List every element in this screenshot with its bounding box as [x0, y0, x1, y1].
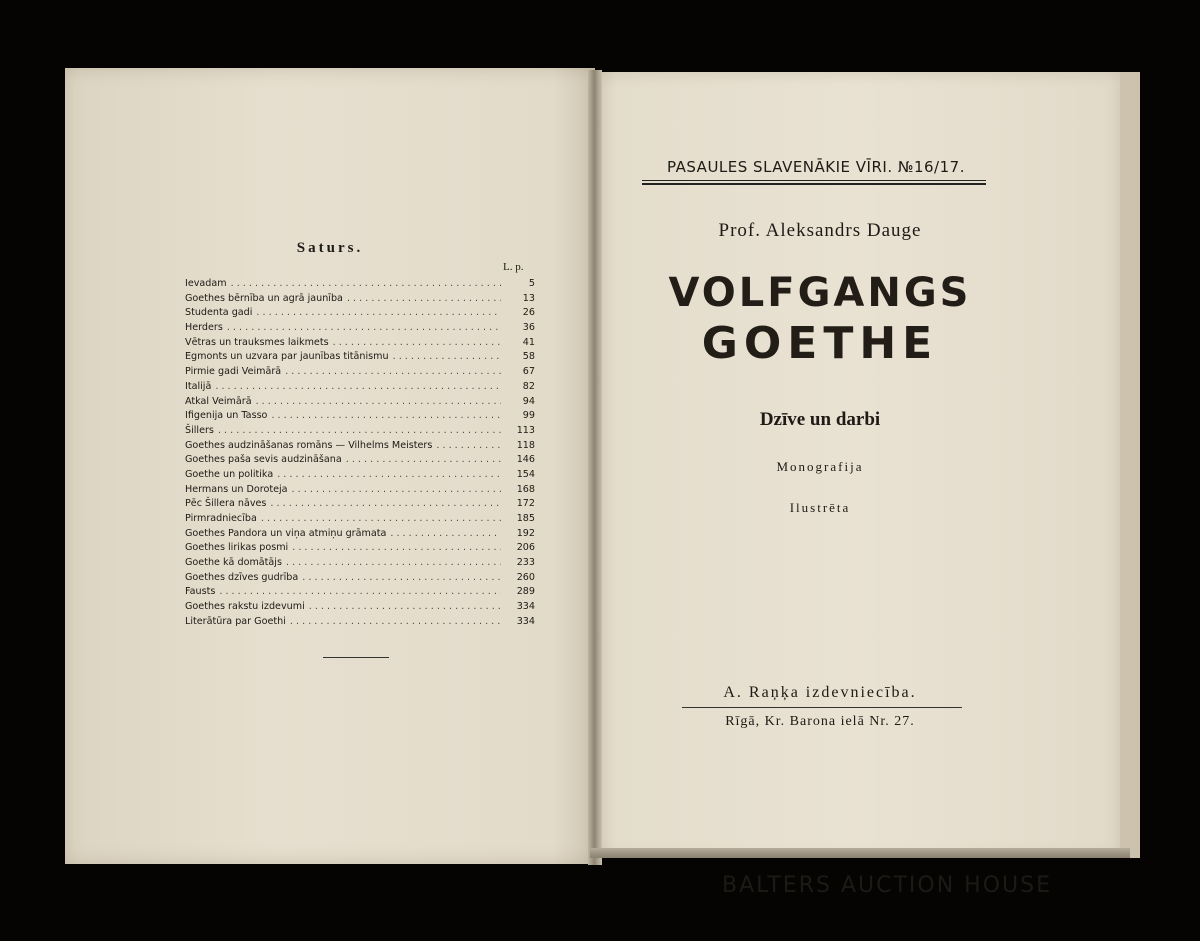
toc-entry-title: Ifigenija un Tasso	[185, 410, 268, 422]
toc-leader-dots	[347, 292, 501, 307]
toc-entry-page: 118	[516, 439, 535, 451]
toc-entry	[185, 306, 535, 321]
book-subtitle: Dzīve un darbi	[759, 409, 881, 430]
publisher-rule	[682, 707, 962, 708]
toc-leader-dots	[390, 527, 501, 542]
title-page	[590, 72, 1120, 858]
toc-entry	[185, 615, 535, 630]
toc-leader-dots	[285, 365, 501, 380]
toc-leader-dots	[261, 512, 501, 527]
toc-leader-dots	[227, 321, 501, 336]
toc-entry	[185, 541, 535, 556]
toc-list	[185, 277, 535, 630]
toc-entry-page: 36	[522, 322, 535, 334]
toc-entry	[185, 571, 535, 586]
publisher-name: A. Raņķa izdevniecība.	[723, 684, 917, 701]
toc-entry	[185, 527, 535, 542]
toc-entry	[185, 321, 535, 336]
toc-entry-title: Ievadam	[185, 278, 227, 289]
toc-entry	[185, 380, 535, 395]
toc-entry-page: 260	[516, 571, 535, 583]
toc-entry	[185, 585, 535, 600]
toc-entry	[185, 439, 535, 454]
toc-entry-title: Italijā	[185, 380, 212, 392]
toc-end-rule	[323, 657, 389, 658]
toc-entry-title: Goethes bērnība un agrā jaunība	[185, 292, 343, 304]
toc-entry-title: Fausts	[185, 586, 216, 598]
toc-leader-dots	[436, 439, 501, 454]
toc-entry-page: 289	[516, 586, 535, 598]
toc-leader-dots	[309, 600, 501, 615]
author-name: Prof. Aleksandrs Dauge	[718, 220, 922, 241]
toc-leader-dots	[333, 336, 501, 351]
series-title: PASAULES SLAVENĀKIE VĪRI. №16/17.	[667, 158, 965, 176]
toc-entry-title: Šillers	[185, 424, 214, 436]
toc-entry	[185, 424, 535, 439]
toc-entry-page: 99	[522, 410, 535, 422]
page-bottom-edge	[590, 848, 1130, 858]
toc-leader-dots	[393, 350, 501, 365]
book-spine	[588, 70, 602, 865]
toc-leader-dots	[256, 395, 501, 410]
toc-leader-dots	[215, 380, 501, 395]
toc-entry-title: Goethes rakstu izdevumi	[185, 601, 305, 613]
toc-entry-page: 13	[522, 292, 535, 304]
toc-entry-page: 192	[516, 527, 535, 539]
toc-entry-title: Goethes paša sevis audzināšana	[185, 454, 342, 466]
toc-page-column-header: L. p.	[503, 261, 524, 273]
toc-entry-title: Pēc Šillera nāves	[185, 498, 267, 510]
toc-entry-title: Literātūra par Goethi	[185, 615, 286, 627]
toc-entry	[185, 483, 535, 498]
toc-leader-dots	[218, 424, 501, 439]
toc-entry-title: Goethe un politika	[185, 468, 274, 480]
toc-entry	[185, 409, 535, 424]
toc-entry	[185, 556, 535, 571]
toc-entry-page: 41	[522, 336, 535, 348]
toc-entry	[185, 497, 535, 512]
toc-entry-title: Hermans un Doroteja	[185, 483, 288, 495]
toc-entry	[185, 277, 535, 292]
toc-entry-page: 94	[522, 395, 535, 407]
series-rule	[642, 180, 986, 181]
toc-heading: Saturs.	[296, 240, 364, 256]
toc-entry-page: 172	[516, 498, 535, 510]
toc-entry-title: Goethes lirikas posmi	[185, 542, 289, 554]
book-title-line-2: GOETHE	[701, 318, 939, 369]
toc-entry-page: 334	[516, 615, 535, 627]
publisher-address: Rīgā, Kr. Barona ielā Nr. 27.	[725, 714, 915, 729]
toc-entry	[185, 395, 535, 410]
toc-entry-title: Herders	[185, 322, 223, 334]
toc-entry-title: Goethe kā domātājs	[185, 557, 282, 569]
toc-entry	[185, 453, 535, 468]
toc-entry-title: Vētras un trauksmes laikmets	[185, 336, 329, 348]
toc-leader-dots	[277, 468, 501, 483]
series-rule-thick	[642, 183, 986, 185]
toc-leader-dots	[219, 585, 501, 600]
toc-entry	[185, 350, 535, 365]
toc-entry-page: 82	[522, 380, 535, 392]
genre-label: Monografija	[776, 459, 864, 474]
illustrated-label: Ilustrēta	[789, 500, 851, 515]
toc-entry-page: 146	[516, 454, 535, 466]
toc-entry-page: 206	[516, 542, 535, 554]
toc-entry-title: Egmonts un uzvara par jaunības titānismu	[185, 351, 389, 363]
toc-leader-dots	[292, 483, 501, 498]
watermark-text: BALTERS AUCTION HOUSE	[722, 873, 1052, 898]
contents-page	[65, 68, 595, 864]
toc-entry-page: 185	[516, 513, 535, 524]
toc-entry-page: 5	[528, 278, 535, 289]
toc-entry-page: 67	[522, 366, 535, 378]
toc-entry-title: Pirmradniecība	[185, 513, 257, 524]
toc-entry-page: 26	[522, 307, 535, 319]
toc-entry	[185, 468, 535, 483]
toc-leader-dots	[290, 615, 501, 630]
toc-leader-dots	[271, 409, 501, 424]
toc-leader-dots	[346, 453, 501, 468]
book-title-line-1: VOLFGANGS	[668, 270, 972, 316]
toc-entry-page: 233	[516, 557, 535, 569]
toc-entry-page: 168	[516, 483, 535, 495]
toc-entry	[185, 336, 535, 351]
toc-leader-dots	[302, 571, 501, 586]
toc-entry-page: 334	[516, 601, 535, 613]
toc-leader-dots	[256, 306, 501, 321]
toc-leader-dots	[270, 497, 501, 512]
toc-leader-dots	[292, 541, 501, 556]
toc-leader-dots	[286, 556, 501, 571]
toc-entry-title: Goethes audzināšanas romāns — Vilhelms Meisters	[185, 439, 433, 451]
toc-entry-page: 113	[516, 424, 535, 436]
toc-entry	[185, 512, 535, 527]
toc-entry-page: 58	[522, 351, 535, 363]
toc-entry-page: 154	[516, 468, 535, 480]
toc-leader-dots	[231, 277, 501, 292]
toc-entry-title: Goethes dzīves gudrība	[185, 571, 299, 583]
toc-entry-title: Studenta gadi	[185, 307, 253, 319]
toc-entry-title: Goethes Pandora un viņa atmiņu grāmata	[185, 527, 387, 539]
toc-entry	[185, 365, 535, 380]
toc-entry-title: Atkal Veimārā	[185, 395, 252, 407]
toc-entry-title: Pirmie gadi Veimārā	[185, 366, 282, 378]
toc-entry	[185, 600, 535, 615]
toc-entry	[185, 292, 535, 307]
